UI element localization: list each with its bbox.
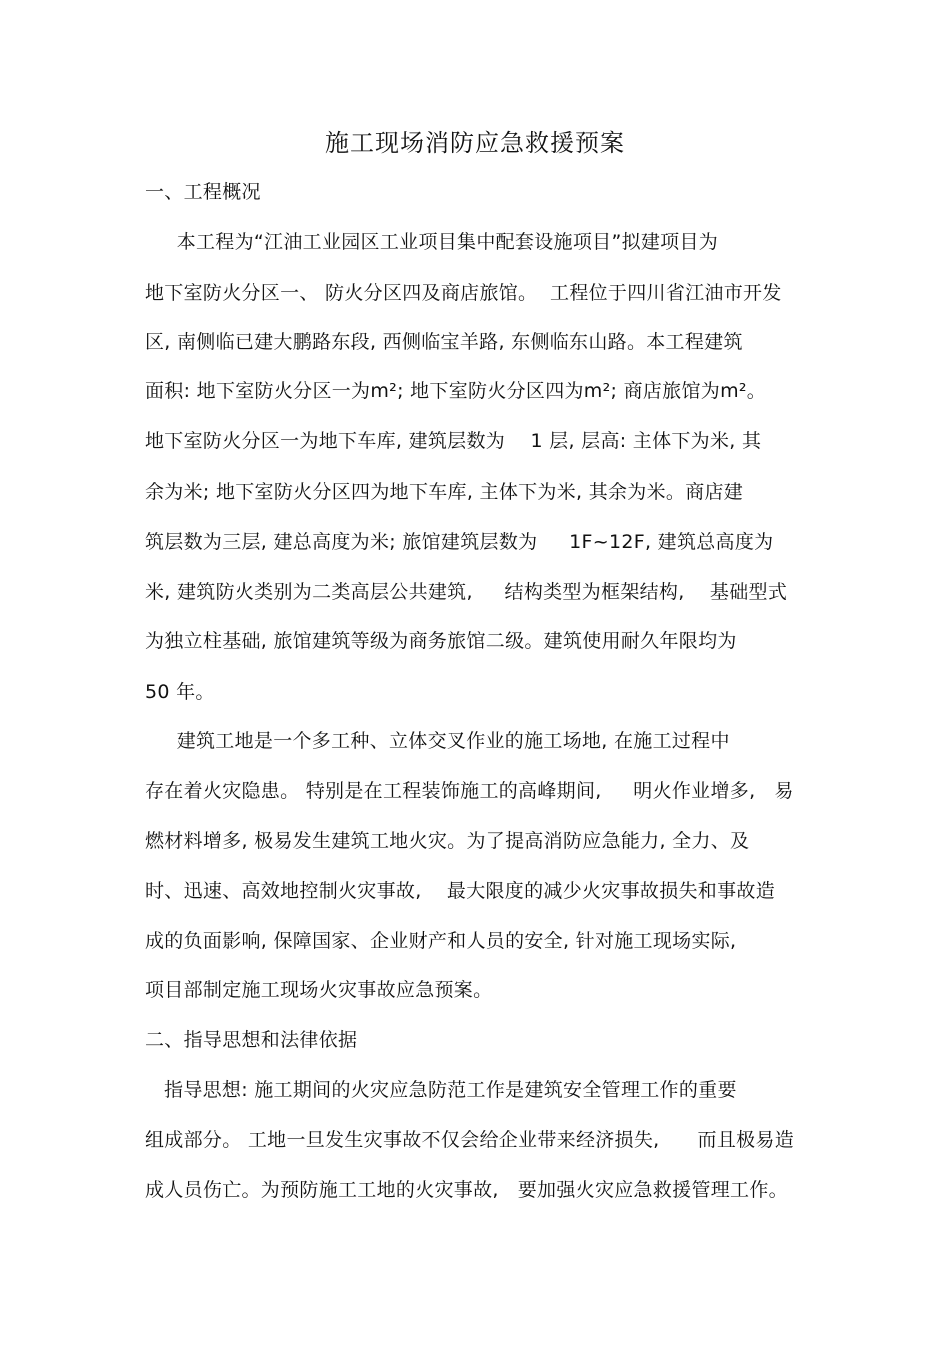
document-title: 施工现场消防应急救援预案: [325, 129, 625, 157]
paragraph-line: 余为米; 地下室防火分区四为地下车库, 主体下为米, 其余为米。商店建: [145, 481, 744, 503]
paragraph-line: 建筑工地是一个多工种、立体交叉作业的施工场地, 在施工过程中: [145, 730, 730, 752]
paragraph-line: 组成部分。 工地一旦发生灾事故不仅会给企业带来经济损失, 而且极易造: [145, 1129, 795, 1151]
paragraph-line: 米, 建筑防火类别为二类高层公共建筑, 结构类型为框架结构, 基础型式: [145, 581, 788, 603]
paragraph-line: 地下室防火分区一为地下车库, 建筑层数为 1 层, 层高: 主体下为米, 其: [145, 430, 762, 452]
paragraph-line: 燃材料增多, 极易发生建筑工地火灾。为了提高消防应急能力, 全力、及: [145, 830, 750, 852]
section-heading-guidance: 二、指导思想和法律依据: [145, 1029, 358, 1051]
paragraph-line: 区, 南侧临已建大鹏路东段, 西侧临宝羊路, 东侧临东山路。本工程建筑: [145, 331, 743, 353]
paragraph-line: 存在着火灾隐患。 特别是在工程装饰施工的高峰期间, 明火作业增多, 易: [145, 780, 794, 802]
paragraph-line: 成人员伤亡。为预防施工工地的火灾事故, 要加强火灾应急救援管理工作。: [145, 1179, 788, 1201]
paragraph-line: 时、迅速、高效地控制火灾事故, 最大限度的减少火灾事故损失和事故造: [145, 880, 775, 902]
paragraph-line: 为独立柱基础, 旅馆建筑等级为商务旅馆二级。建筑使用耐久年限均为: [145, 630, 737, 652]
section-heading-overview: 一、工程概况: [145, 181, 261, 203]
paragraph-line: 成的负面影响, 保障国家、企业财产和人员的安全, 针对施工现场实际,: [145, 930, 737, 952]
paragraph-line: 50 年。: [145, 681, 215, 703]
paragraph-line: 项目部制定施工现场火灾事故应急预案。: [145, 979, 493, 1001]
paragraph-line: 面积: 地下室防火分区一为m²; 地下室防火分区四为m²; 商店旅馆为m²。: [145, 380, 767, 402]
paragraph-line: 指导思想: 施工期间的火灾应急防范工作是建筑安全管理工作的重要: [145, 1079, 737, 1101]
paragraph-line: 筑层数为三层, 建总高度为米; 旅馆建筑层数为 1F~12F, 建筑总高度为: [145, 531, 774, 553]
paragraph-line: 地下室防火分区一、 防火分区四及商店旅馆。 工程位于四川省江油市开发: [145, 282, 782, 304]
paragraph-line: 本工程为“江油工业园区工业项目集中配套设施项目”拟建项目为: [145, 231, 719, 253]
